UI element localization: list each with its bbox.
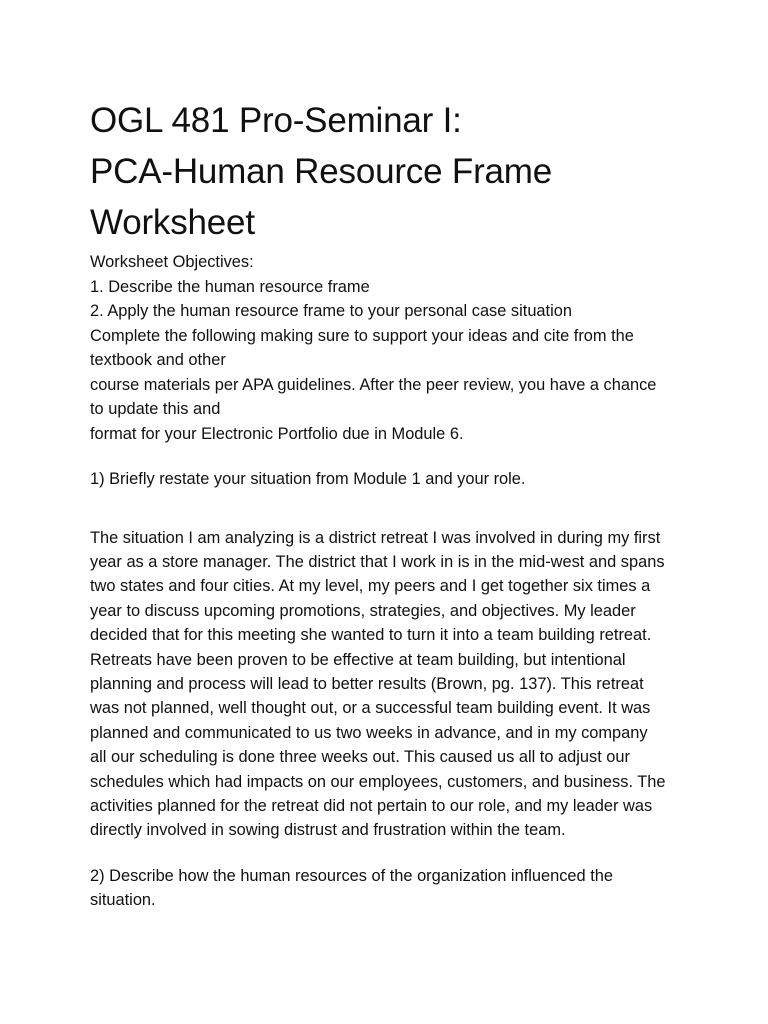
instructions-line: textbook and other: [90, 351, 226, 369]
instructions-line: to update this and: [90, 400, 221, 418]
title-line: PCA-Human Resource Frame: [90, 152, 553, 191]
document-page: [90, 95, 690, 913]
question-1: 1) Briefly restate your situation from Module 1 and your role.: [90, 470, 526, 488]
objective-item: 2. Apply the human resource frame to your personal case situation: [90, 302, 572, 320]
answer-line: activities planned for the retreat did not pertain to our role, and my leader was: [90, 796, 653, 815]
document-title: [90, 95, 690, 248]
title-line: Worksheet: [90, 203, 255, 242]
instructions-line: format for your Electronic Portfolio due in Module 6.: [90, 424, 464, 443]
answer-line: decided that for this meeting she wanted to turn it into a team building retreat.: [90, 626, 652, 645]
answer-line: year to discuss upcoming promotions, strategies, and objectives. My leader: [90, 601, 636, 620]
title-line: OGL 481 Pro-Seminar I:: [90, 101, 462, 140]
answer-line: The situation I am analyzing is a district retreat I was involved in during my first: [90, 528, 661, 547]
answer-line: Retreats have been proven to be effective at team building, but intentional: [90, 650, 626, 669]
answer-line: two states and four cities. At my level, my peers and I get together six times a: [90, 577, 651, 596]
answer-line: all our scheduling is done three weeks out. This caused us all to adjust our: [90, 748, 630, 767]
instructions-line: Complete the following making sure to support your ideas and cite from the: [90, 326, 634, 345]
answer-line: planned and communicated to us two weeks in advance, and in my company: [90, 723, 648, 742]
answer-1-paragraph: [90, 526, 690, 843]
answer-line: schedules which had impacts on our employees, customers, and business. The: [90, 772, 666, 791]
objectives-heading: Worksheet Objectives:: [90, 253, 254, 271]
instructions-line: course materials per APA guidelines. After the peer review, you have a chance: [90, 375, 657, 394]
question-2-line: 2) Describe how the human resources of the organization influenced the: [90, 866, 613, 885]
answer-line: planning and process will lead to better results (Brown, pg. 137). This retreat: [90, 674, 644, 693]
question-2-line: situation.: [90, 891, 156, 910]
intro-section: [90, 250, 690, 446]
answer-line: year as a store manager. The district that I work in is in the mid-west and spans: [90, 552, 665, 571]
answer-line: directly involved in sowing distrust and frustration within the team.: [90, 821, 566, 840]
answer-line: was not planned, well thought out, or a successful team building event. It was: [90, 699, 651, 718]
question-2: [90, 864, 690, 913]
objective-item: 1. Describe the human resource frame: [90, 277, 370, 296]
